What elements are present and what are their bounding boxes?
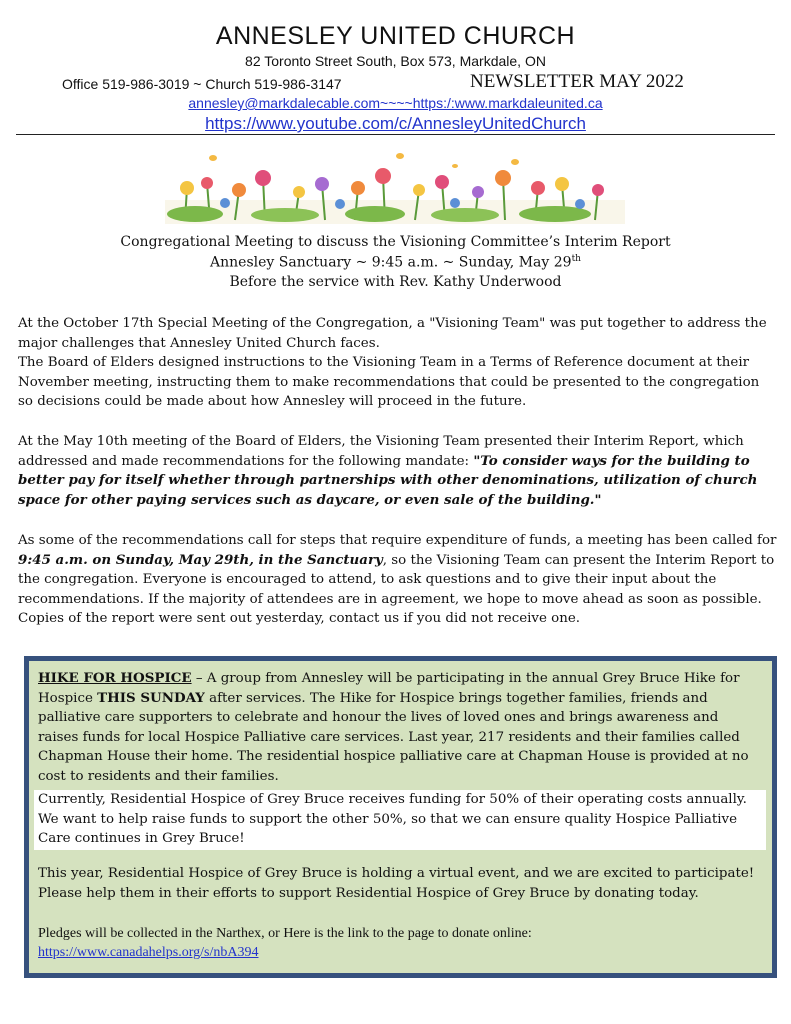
paragraph-mandate: At the May 10th meeting of the Board of Elders, the Visioning Team presented their Interim Report, which addressed and made recommendations for the following mandate: "To consider ways for the building to better pay for itself whether through partnerships with other denominations, utilization of church space for other paying services such as daycare, or even sale of the building." [18, 434, 758, 508]
meeting-note: Before the service with Rev. Kathy Underwood [229, 274, 562, 290]
hike-pledges: Pledges will be collected in the Narthex, or Here is the link to the page to donate online: https://www.canadahelps.org/s/nbA394 [38, 924, 760, 962]
phone-numbers: Office 519-986-3019 ~ Church 519-986-3147 [62, 76, 342, 92]
paragraph-visioning-team: At the October 17th Special Meeting of the Congregation, a "Visioning Team" was put together to address the major challenges that Annesley United Church faces. The Board of Elders designed instructions to the Visioning Team in a Terms of Reference document at their November meeting, instructing them to make recommendations that could be presented to the congregation so decisions could be made about how Annesley will proceed in the future. [18, 316, 767, 410]
header-divider [16, 134, 775, 135]
donate-link[interactable]: https://www.canadahelps.org/s/nbA394 [38, 945, 259, 960]
flowers-banner-illustration [165, 148, 625, 224]
church-address: 82 Toronto Street South, Box 573, Markdale, ON [245, 53, 546, 69]
newsletter-date: NEWSLETTER MAY 2022 [470, 71, 684, 92]
meeting-title: Congregational Meeting to discuss the Visioning Committee’s Interim Report [120, 234, 671, 250]
youtube-link[interactable]: https://www.youtube.com/c/AnnesleyUnitedChurch [205, 114, 586, 133]
hike-intro: HIKE FOR HOSPICE – A group from Annesley will be participating in the annual Grey Bruce Hike for Hospice THIS SUNDAY after services. The Hike for Hospice brings together families, friends and palliative care supporters to celebrate and honour the lives of loved ones and brings awareness and raises funds for local Hospice Palliative care services. Last year, 217 residents and their families called Chapman House their home. The residential hospice palliative care at Chapman House is provided at no cost to residents and their families. [38, 670, 749, 784]
hike-funding: Currently, Residential Hospice of Grey Bruce receives funding for 50% of their operating costs annually. We want to help raise funds to support the other 50%, so that we can ensure quality Hospice Palliative Care continues in Grey Bruce! [34, 790, 766, 850]
church-name: ANNESLEY UNITED CHURCH [215, 22, 576, 50]
paragraph-meeting-call: As some of the recommendations call for steps that require expenditure of funds, a meeting has been called for 9:45 a.m. on Sunday, May 29th, in the Sanctuary, so the Visioning Team can present the Interim Report to the congregation. Everyone is encouraged to attend, to ask questions and to give their input about the recommendations. If the majority of attendees are in agreement, we hope to move ahead as soon as possible. Copies of the report were sent out yesterday, contact us if you did not receive one. [18, 533, 777, 627]
hike-virtual-event: This year, Residential Hospice of Grey Bruce is holding a virtual event, and we are excited to participate! Please help them in their efforts to support Residential Hospice of Grey Bruce by donating today. [38, 866, 755, 901]
meeting-location-time: Annesley Sanctuary ~ 9:45 a.m. ~ Sunday, May 29th [210, 254, 581, 271]
email-website-link[interactable]: annesley@markdalecable.com~~~~https:/:www.markdaleunited.ca [188, 95, 603, 111]
